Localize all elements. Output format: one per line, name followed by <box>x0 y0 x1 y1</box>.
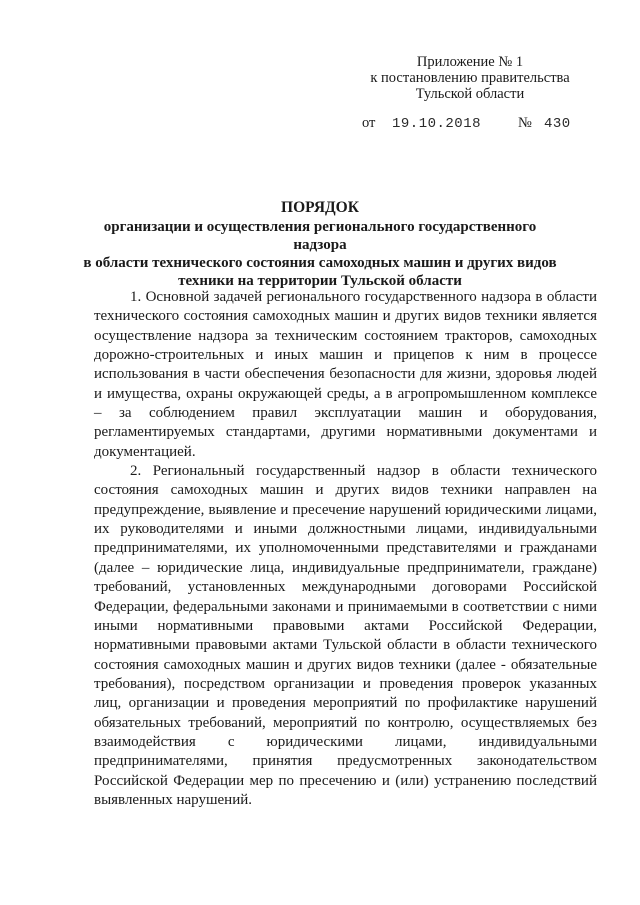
title-subtitle-line: организации и осуществления регионального государственного надзора <box>103 219 537 253</box>
appendix-header <box>360 54 580 102</box>
title-heading: ПОРЯДОК <box>281 199 359 216</box>
title-subtitle-line: в области технического состояния самоходных машин и других видов <box>83 255 557 271</box>
appendix-line: Приложение № 1 <box>416 54 524 70</box>
title-subtitle-line: техники на территории Тульской области <box>178 273 462 289</box>
decree-date: 19.10.2018 <box>392 116 482 132</box>
decree-from-label: от <box>362 115 376 131</box>
decree-reference <box>362 115 592 132</box>
appendix-line: к постановлению правительства <box>370 70 570 86</box>
decree-number-sign: № <box>518 115 532 131</box>
document-body <box>94 288 597 810</box>
document-title <box>80 199 560 290</box>
decree-number: 430 <box>544 116 571 132</box>
paragraph: 1. Основной задачей регионального государственного надзора в области технического состояния самоходных машин и других видов техники является осуществление надзора за техническим состоянием тракторов, самоходных дорожно-строительных и иных машин и прицепов к ним в процессе использования в части обеспечения безопасности для жизни, здоровья людей и имущества, охраны окружающей среды, а в агропромышленном комплексе – за соблюдением правил эксплуатации машин и оборудования, регламентируемых стандартами, другими нормативными документами и документацией. <box>94 289 597 460</box>
appendix-line: Тульской области <box>415 86 525 102</box>
paragraph: 2. Региональный государственный надзор в области технического состояния самоходных машин и других видов техники направлен на предупреждение, выявление и пресечение нарушений юридическими лицами, их руководителями и иными должностными лицами, индивидуальными предпринимателями, их уполномоченными представителями и гражданами (далее – юридические лица, индивидуальные предприниматели, граждане) требований, установленных международными договорами Российской Федерации, федеральными законами и принимаемыми в соответствии с ними иными нормативными правовыми актами Российской Федерации, нормативными правовыми актами Тульской области в области технического состояния самоходных машин и других видов техники (далее - обязательные требования), посредством организации и проведения проверок указанных лиц, организации и проведения мероприятий по профилактике нарушений обязательных требований, мероприятий по контролю, осуществляемых без взаимодействия с юридическими лицами, индивидуальными предпринимателями, принятия предусмотренных законодательством Российской Федерации мер по пресечению и (или) устранению последствий выявленных нарушений. <box>94 463 597 808</box>
